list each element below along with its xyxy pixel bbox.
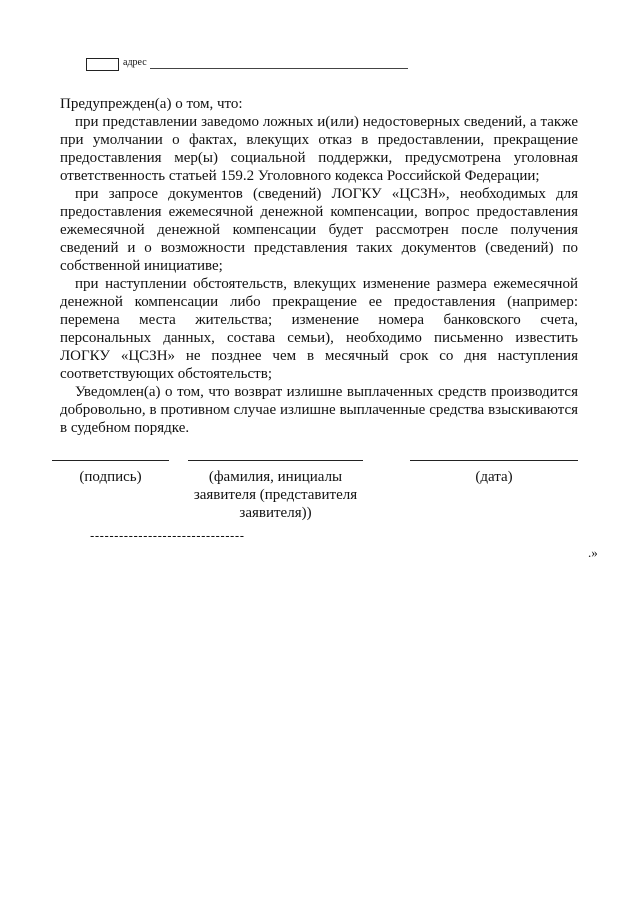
name-caption: (фамилия, инициалы заявителя (представителя заявителя)) (193, 469, 358, 521)
warning-paragraph-circumstances: при наступлении обстоятельств, влекущих изменение размера ежемесячной денежной компенсации либо прекращение ее предоставления (например: перемена места жительства; изменение номера банковского счета, персональных данных, состава семьи), необходимо письменно известить ЛОГКУ «ЦСЗН» не позднее чем в месячный срок со дня наступления соответствующих обстоятельств; (60, 276, 578, 382)
signature-line[interactable] (52, 460, 169, 461)
warning-lead: Предупрежден(а) о том, что: (60, 96, 243, 112)
name-line[interactable] (188, 460, 363, 461)
date-caption: (дата) (475, 469, 513, 485)
notice-paragraph-refund: Уведомлен(а) о том, что возврат излишне выплаченных средств производится добровольно, в противном случае излишне выплаченные средства взыскиваются в судебном порядке. (60, 384, 578, 436)
separator-dashes: -------------------------------- (90, 528, 245, 543)
closing-quote: .» (588, 545, 598, 560)
signature-caption: (подпись) (79, 469, 142, 485)
address-checkbox[interactable] (86, 58, 119, 71)
address-label: адрес (123, 57, 147, 68)
warning-paragraph-document-request: при запросе документов (сведений) ЛОГКУ «ЦСЗН», необходимых для предоставления ежемесячной денежной компенсации, вопрос предоставления ежемесячной денежной компенсации будет рассмотрен после получения сведений и о возможности представления таких документов (сведений) по собственной инициативе; (60, 186, 578, 274)
date-line[interactable] (410, 460, 578, 461)
warning-paragraph-false-info: при представлении заведомо ложных и(или) недостоверных сведений, а также при умолчании о фактах, влекущих отказ в предоставлении, прекращение предоставления мер(ы) социальной поддержки, предусмотрена уголовная ответственность статьей 159.2 Уголовного кодекса Российской Федерации; (60, 114, 578, 184)
address-input-line[interactable] (150, 68, 408, 69)
address-row (86, 56, 416, 72)
warning-block (60, 95, 578, 437)
